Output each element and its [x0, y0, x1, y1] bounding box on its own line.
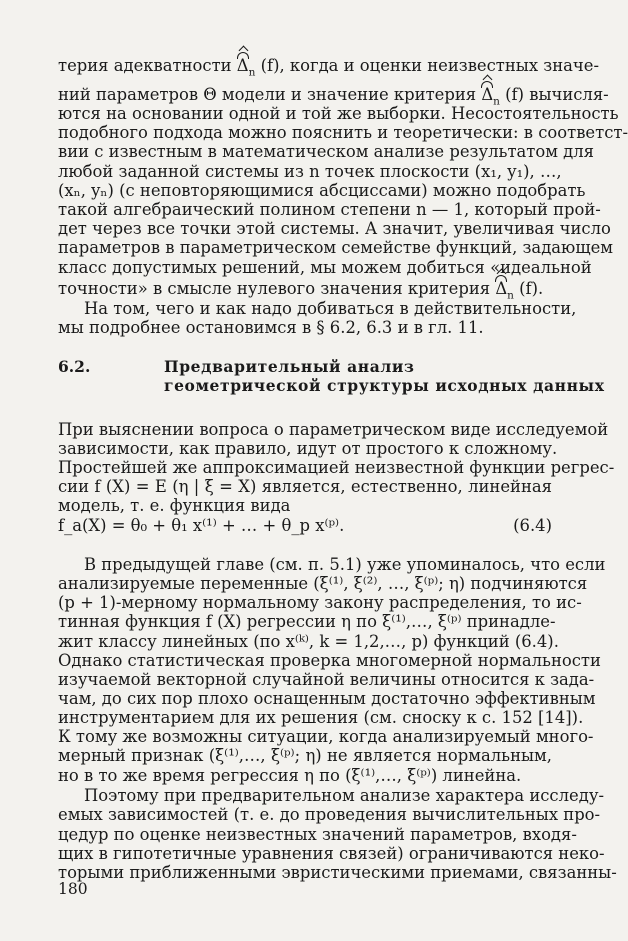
text-line: ются на основании одной и той же выборки. Несостоятельность: [58, 104, 619, 123]
text-line: тинная функция f (X) регрессии η по ξ⁽¹⁾,…, ξ⁽ᵖ⁾ принадле-: [58, 612, 556, 631]
text-line: параметров в параметрическом семействе функций, задающем: [58, 238, 614, 257]
text-line: щих в гипотетичные уравнения связей) ограничиваются неко-: [58, 844, 605, 863]
criterion-symbol: Δ: [236, 56, 249, 75]
criterion-symbol: Δ: [495, 279, 508, 298]
criterion-symbol: Δ: [481, 85, 494, 104]
text-line: торыми приближенными эвристическими приемами, связанны-: [58, 863, 617, 882]
section-title-line1: Предварительный анализ: [164, 357, 415, 376]
text-line: анализируемые переменные (ξ⁽¹⁾, ξ⁽²⁾, …, ξ⁽ᵖ⁾; η) подчиняются: [58, 574, 588, 593]
text-line: Однако статистическая проверка многомерной нормальности: [58, 651, 601, 670]
page-number: 180: [58, 880, 88, 898]
text-line: (p + 1)-мерному нормальному закону распределения, то ис-: [58, 593, 582, 612]
text-line: инструментарием для их решения (см. сноску к с. 152 [14]).: [58, 708, 584, 727]
text-line: мерный признак (ξ⁽¹⁾,…, ξ⁽ᵖ⁾; η) не является нормальным,: [58, 746, 552, 765]
text-line: зависимости, как правило, идут от простого к сложному.: [58, 439, 558, 458]
text-line: сии f (X) = E (η | ξ = X) является, естественно, линейная: [58, 477, 552, 496]
text-line: изучаемой векторной случайной величины относится к зада-: [58, 670, 595, 689]
text-line: терия адекватности $\Delta_n$ (f), когда и оценки неизвестных значе-: [58, 56, 600, 79]
equation-6-4: [58, 515, 552, 537]
text-line: емых зависимостей (т. е. до проведения вычислительных про-: [58, 805, 601, 824]
text-line: модель, т. е. функция вида: [58, 496, 291, 515]
text-line: вии с известным в математическом анализе результатом для: [58, 142, 595, 161]
text-line: Поэтому при предварительном анализе характера исследу-: [84, 786, 605, 805]
text-line: При выяснении вопроса о параметрическом виде исследуемой: [58, 420, 609, 439]
text-line: жит классу линейных (по x⁽ᵏ⁾, k = 1,2,…, p) функций (6.4).: [58, 632, 559, 651]
text-line: подобного подхода можно пояснить и теоретически: в соответст-: [58, 123, 628, 142]
text-line: К тому же возможны ситуации, когда анализируемый много-: [58, 727, 594, 746]
equation-body: f_a(X) = θ₀ + θ₁ x⁽¹⁾ + … + θ_p x⁽ᵖ⁾.: [58, 516, 345, 535]
text-line: ний параметров Θ модели и значение критерия $\Delta_n$ (f) вычисля-: [58, 85, 609, 108]
text-line: цедур по оценке неизвестных значений параметров, входя-: [58, 825, 577, 844]
text-line: любой заданной системы из n точек плоскости (x₁, y₁), …,: [58, 162, 562, 181]
text-line: На том, чего и как надо добиваться в действительности,: [84, 299, 577, 318]
text-line: (xₙ, yₙ) (с неповторяющимися абсциссами) можно подобрать: [58, 181, 586, 200]
text-line: Простейшей же аппроксимацией неизвестной функции регрес-: [58, 458, 615, 477]
text-line: такой алгебраический полином степени n — 1, который прой-: [58, 200, 601, 219]
section-number: 6.2.: [58, 357, 91, 376]
equation-number: (6.4): [513, 516, 552, 535]
text-line: В предыдущей главе (см. п. 5.1) уже упоминалось, что если: [84, 555, 606, 574]
section-title-line2: геометрической структуры исходных данных: [164, 376, 605, 395]
text-line: мы подробнее остановимся в § 6.2, 6.3 и в гл. 11.: [58, 318, 484, 337]
text-line: дет через все точки этой системы. А значит, увеличивая число: [58, 219, 611, 238]
text-line: но в то же время регрессия η по (ξ⁽¹⁾,…, ξ⁽ᵖ⁾) линейна.: [58, 766, 522, 785]
text-line: чам, до сих пор плохо оснащенным достаточно эффективным: [58, 689, 596, 708]
text-line: точности» в смысле нулевого значения критерия $\Delta_n$ (f).: [58, 279, 544, 302]
text-line: класс допустимых решений, мы можем добиться «идеальной: [58, 258, 592, 277]
